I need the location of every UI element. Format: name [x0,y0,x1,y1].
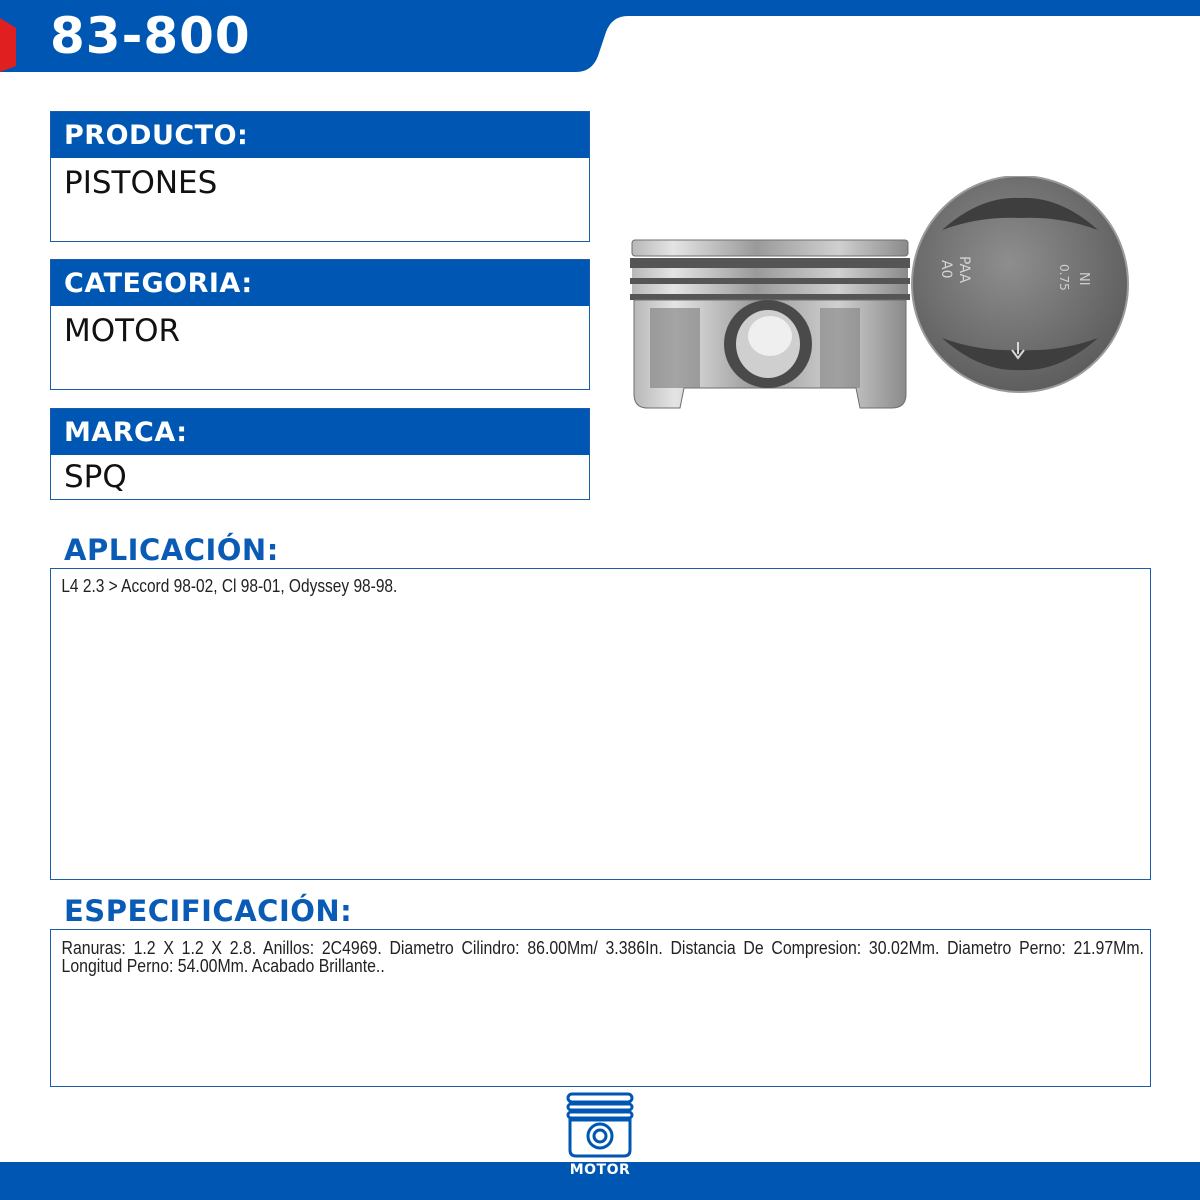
svg-text:A0: A0 [938,260,954,279]
marca-value: SPQ [64,459,127,495]
svg-text:0.75: 0.75 [1057,264,1071,291]
categoria-field [50,259,590,390]
especificacion-title: ESPECIFICACIÓN: [64,894,353,928]
aplicacion-text: L4 2.3 > Accord 98-02, Cl 98-01, Odyssey 98-98. [61,576,398,596]
aplicacion-title: APLICACIÓN: [64,533,279,567]
aplicacion-box [50,568,1151,880]
especificacion-box [50,929,1151,1087]
motor-category-label: MOTOR [569,1162,631,1178]
svg-text:NI: NI [1076,272,1091,286]
producto-label: PRODUCTO: [51,112,589,158]
part-number-title: 83-800 [50,7,251,65]
especificacion-text: Ranuras: 1.2 X 1.2 X 2.8. Anillos: 2C4969. Diametro Cilindro: 86.00Mm/ 3.386In. Distancia De Compresion: 30.02Mm. Diametro Perno: 21.97Mm. Longitud Perno: 54.00Mm. Acabado Brillante.. [61,938,1144,976]
marca-label: MARCA: [51,409,589,455]
svg-text:PAA: PAA [956,256,972,284]
marca-field [50,408,590,500]
categoria-label: CATEGORIA: [51,260,589,306]
producto-field [50,111,590,242]
producto-value: PISTONES [64,165,218,201]
motor-engine-icon [562,1090,638,1162]
categoria-value: MOTOR [64,313,181,349]
piston-photo [620,176,1140,426]
